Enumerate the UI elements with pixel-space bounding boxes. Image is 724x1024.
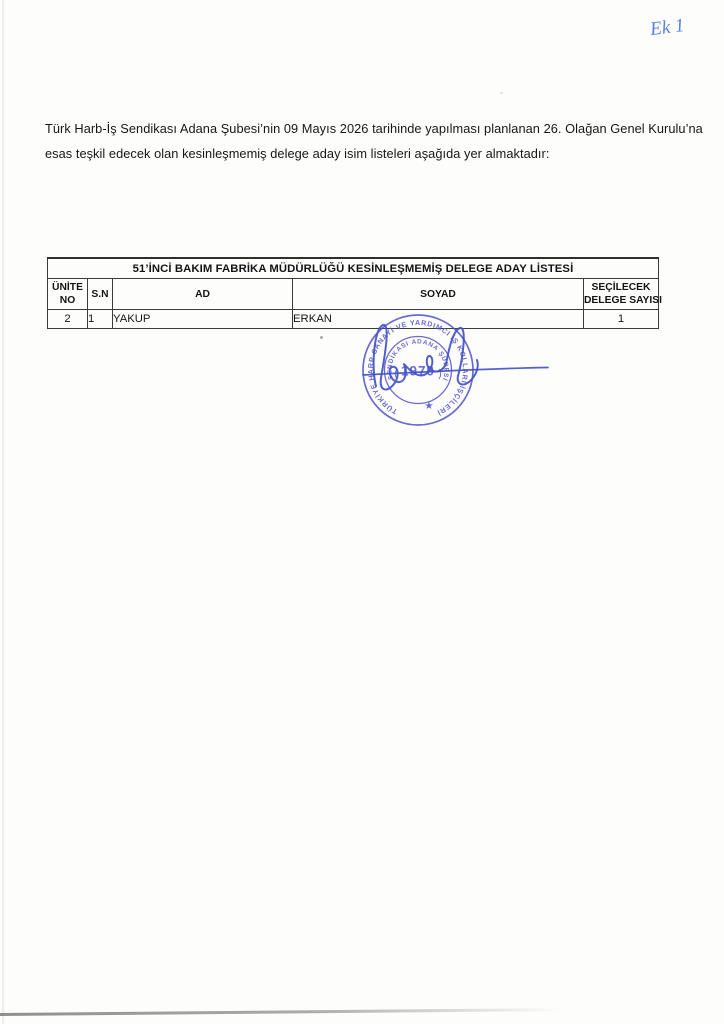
cell-unite-no: 2 xyxy=(48,310,88,329)
scan-speck xyxy=(320,336,323,339)
header-line: NO xyxy=(59,295,76,306)
header-line: SOYAD xyxy=(420,288,456,300)
header-line: SEÇİLECEK xyxy=(591,282,651,293)
header-line: S.N xyxy=(91,288,109,300)
signature-scrawl xyxy=(374,325,478,390)
col-header-secilecek-delege-sayisi xyxy=(584,279,663,310)
cell-sn: 1 xyxy=(88,310,113,329)
intro-line-1: Türk Harb-İş Sendikası Adana Şubesi’nin 09 Mayıs 2026 tarihinde yapılması planlanan 26. Olağan Genel Kurulu’na xyxy=(45,121,703,136)
header-line: ÜNİTE xyxy=(52,282,83,293)
cell-ad: YAKUP xyxy=(113,310,293,329)
cell-soyad: ERKAN xyxy=(293,310,584,329)
stamp-star-icon: ★ xyxy=(424,400,434,412)
header-line: DELEGE SAYISI xyxy=(584,295,663,306)
header-line: AD xyxy=(195,288,210,300)
annotation-text: Ek 1 xyxy=(648,15,686,41)
stamp-inner-ring-text: SENDİKASI ADANA ŞUBESİ xyxy=(386,338,450,382)
table-title-row xyxy=(48,258,659,279)
col-header-ad xyxy=(113,279,293,310)
table-title: 51’İNCİ BAKIM FABRİKA MÜDÜRLÜĞÜ KESİNLEŞMEMİŞ DELEGE ADAY LİSTESİ xyxy=(48,258,659,279)
page-edge-shadow xyxy=(0,1008,562,1016)
col-header-sn xyxy=(88,279,113,310)
intro-paragraph xyxy=(45,116,705,166)
page-edge-left xyxy=(2,0,5,1024)
stamp-year-text: 1970 xyxy=(400,363,436,379)
scan-speck xyxy=(500,92,503,94)
handwritten-annotation-ek1 xyxy=(636,2,722,50)
stamp-outer-ring-text: TÜRKİYE HARP SANAYİ VE YARDIMCI İŞ KOLLARI İŞÇİLERİ xyxy=(365,317,471,418)
intro-line-2: esas teşkil edecek olan kesinleşmemiş delege aday isim listeleri aşağıda yer almaktadır: xyxy=(45,146,550,161)
signature-layer xyxy=(330,298,565,443)
col-header-unite-no xyxy=(48,279,88,310)
cell-secilecek: 1 xyxy=(584,310,659,329)
